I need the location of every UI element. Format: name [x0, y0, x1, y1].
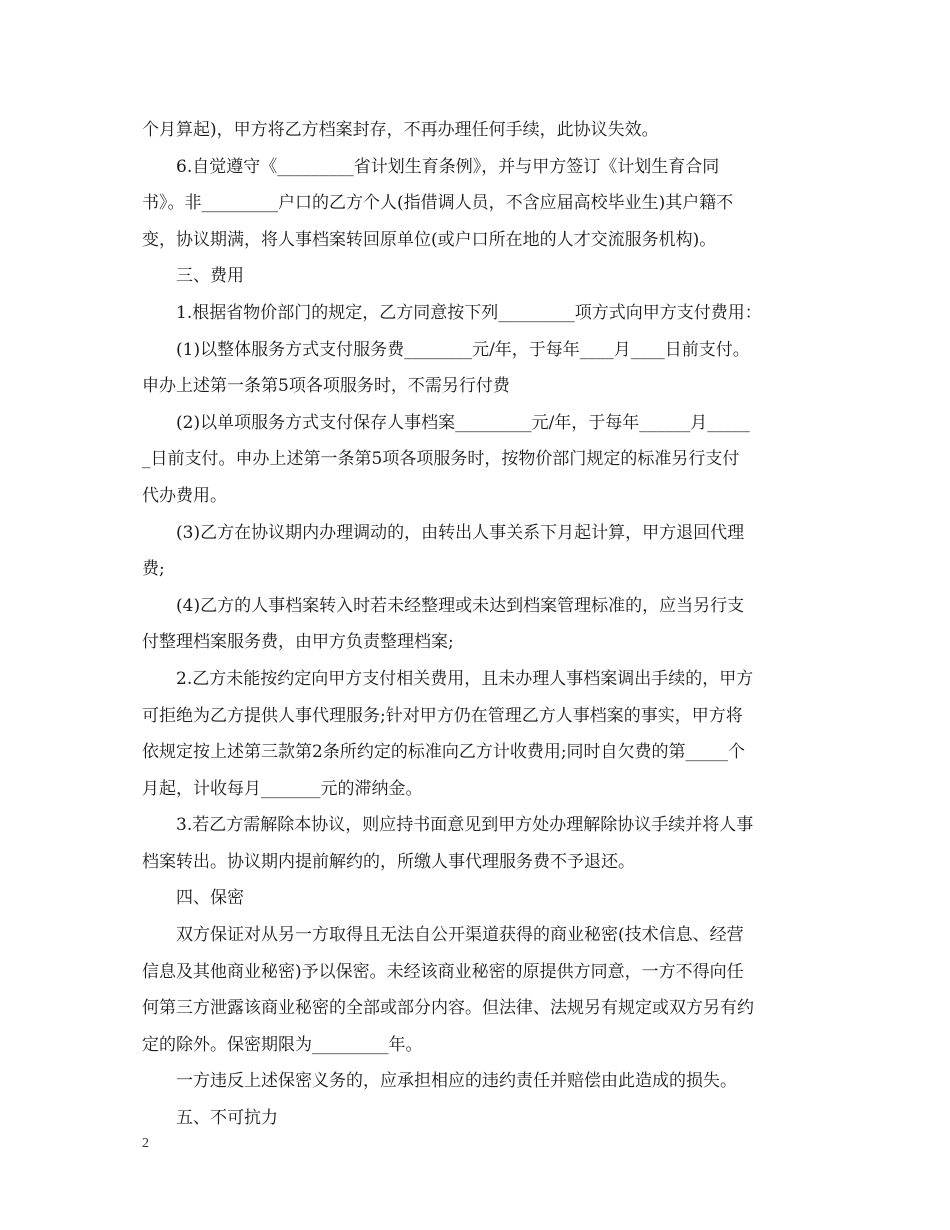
- text-line: 费;: [142, 559, 165, 580]
- text-line: 双方保证对从另一方取得且无法自公开渠道获得的商业秘密(技术信息、经营: [176, 925, 744, 946]
- text-line: 6.自觉遵守《_________省计划生育条例》，并与甲方签订《计划生育合同: [176, 156, 720, 177]
- text-line: 2.乙方未能按约定向甲方支付相关费用，且未办理人事档案调出手续的，甲方: [176, 668, 754, 689]
- text-line: (3)乙方在协议期内办理调动的，由转出人事关系下月起计算，甲方退回代理: [176, 522, 745, 543]
- section-heading: 四、保密: [176, 888, 244, 909]
- text-line: 可拒绝为乙方提供人事代理服务;针对甲方仍在管理乙方人事档案的事实，甲方将: [142, 705, 743, 726]
- section-heading: 五、不可抗力: [176, 1108, 278, 1129]
- text-line: 定的除外。保密期限为_________年。: [142, 1034, 423, 1055]
- page-number: 2: [142, 1136, 149, 1151]
- document-body: [142, 112, 813, 1137]
- text-line: 书》。非_________户口的乙方个人(指借调人员，不含应届高校毕业生)其户籍不: [142, 193, 734, 214]
- text-line: 信息及其他商业秘密)予以保密。未经该商业秘密的原提供方同意，一方不得向任: [142, 961, 744, 982]
- text-line: 依规定按上述第三款第2条所约定的标准向乙方计收费用;同时自欠费的第_____个: [142, 742, 746, 763]
- text-line: _日前支付。申办上述第一条第5项各项服务时，按物价部门规定的标准另行支付: [142, 449, 740, 470]
- text-line: (4)乙方的人事档案转入时若未经整理或未达到档案管理标准的，应当另行支: [176, 595, 745, 616]
- text-line: 付整理档案服务费，由甲方负责整理档案;: [142, 632, 454, 653]
- text-line: 申办上述第一条第5项各项服务时，不需另行付费: [142, 376, 510, 397]
- text-line: 月起，计收每月_______元的滞纳金。: [142, 778, 423, 799]
- text-line: (2)以单项服务方式支付保存人事档案_________元/年，于每年______月_____: [176, 412, 750, 433]
- section-heading: 三、费用: [176, 266, 244, 287]
- text-line: 个月算起)，甲方将乙方档案封存，不再办理任何手续，此协议失效。: [142, 120, 659, 140]
- text-line: 档案转出。协议期内提前解约的，所缴人事代理服务费不予退还。: [142, 851, 635, 872]
- text-line: 代办费用。: [142, 485, 227, 506]
- text-line: 变，协议期满，将人事档案转回原单位(或户口所在地的人才交流服务机构)。: [142, 229, 717, 250]
- text-line: 1.根据省物价部门的规定，乙方同意按下列_________项方式向甲方支付费用：: [176, 302, 762, 323]
- text-line: 一方违反上述保密义务的，应承担相应的违约责任并赔偿由此造成的损失。: [176, 1071, 737, 1092]
- text-line: 3.若乙方需解除本协议，则应持书面意见到甲方处办理解除协议手续并将人事: [176, 815, 754, 836]
- text-line: (1)以整体服务方式支付服务费________元/年，于每年____月____日前支付。: [176, 339, 750, 360]
- text-line: 何第三方泄露该商业秘密的全部或部分内容。但法律、法规另有规定或双方另有约: [142, 998, 754, 1019]
